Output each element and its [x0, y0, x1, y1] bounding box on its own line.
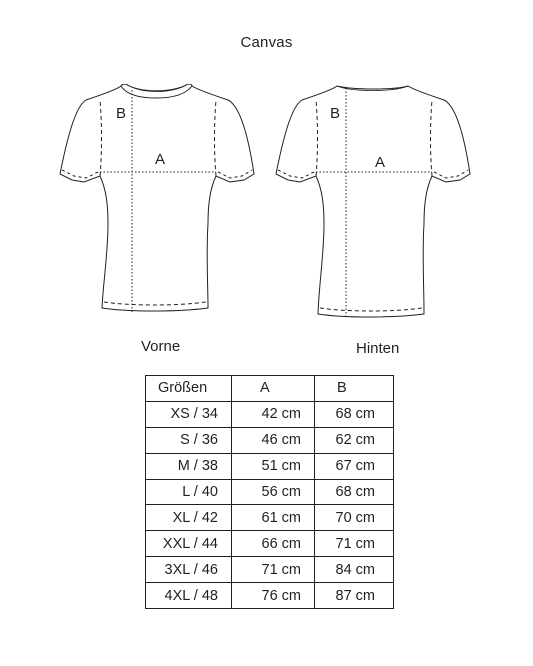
cell-size: XL / 42: [146, 505, 232, 531]
cell-size: L / 40: [146, 479, 232, 505]
back-width-marker: A: [375, 154, 386, 171]
cell-a: 61 cm: [232, 505, 315, 531]
cell-b: 62 cm: [315, 427, 394, 453]
cell-a: 46 cm: [232, 427, 315, 453]
cell-size: S / 36: [146, 427, 232, 453]
cell-b: 70 cm: [315, 505, 394, 531]
cell-a: 66 cm: [232, 531, 315, 557]
table-header-row: [146, 376, 394, 402]
header-a: A: [232, 376, 315, 402]
table-row: [146, 427, 394, 453]
cell-b: 84 cm: [315, 557, 394, 583]
cell-b: 87 cm: [315, 583, 394, 609]
cell-a: 71 cm: [232, 557, 315, 583]
front-length-marker: B: [116, 105, 127, 122]
table-row: [146, 479, 394, 505]
size-table: [145, 375, 394, 609]
cell-a: 76 cm: [232, 583, 315, 609]
front-width-marker: A: [155, 151, 166, 168]
cell-size: M / 38: [146, 453, 232, 479]
shirt-front-diagram: [58, 84, 258, 324]
table-row: [146, 531, 394, 557]
cell-size: XXL / 44: [146, 531, 232, 557]
cell-size: XS / 34: [146, 401, 232, 427]
table-row: [146, 505, 394, 531]
table-row: [146, 401, 394, 427]
shirt-back-diagram: [274, 84, 474, 324]
cell-size: 4XL / 48: [146, 583, 232, 609]
back-length-marker: B: [330, 105, 341, 122]
back-view-label: Hinten: [356, 340, 400, 357]
table-row: [146, 557, 394, 583]
cell-a: 42 cm: [232, 401, 315, 427]
page-title: Canvas: [240, 34, 293, 51]
cell-b: 67 cm: [315, 453, 394, 479]
front-view-label: Vorne: [141, 338, 181, 355]
table-row: [146, 583, 394, 609]
cell-a: 51 cm: [232, 453, 315, 479]
cell-a: 56 cm: [232, 479, 315, 505]
header-b: B: [315, 376, 394, 402]
table-row: [146, 453, 394, 479]
header-size: Größen: [146, 376, 232, 402]
cell-b: 71 cm: [315, 531, 394, 557]
cell-b: 68 cm: [315, 401, 394, 427]
cell-b: 68 cm: [315, 479, 394, 505]
cell-size: 3XL / 46: [146, 557, 232, 583]
